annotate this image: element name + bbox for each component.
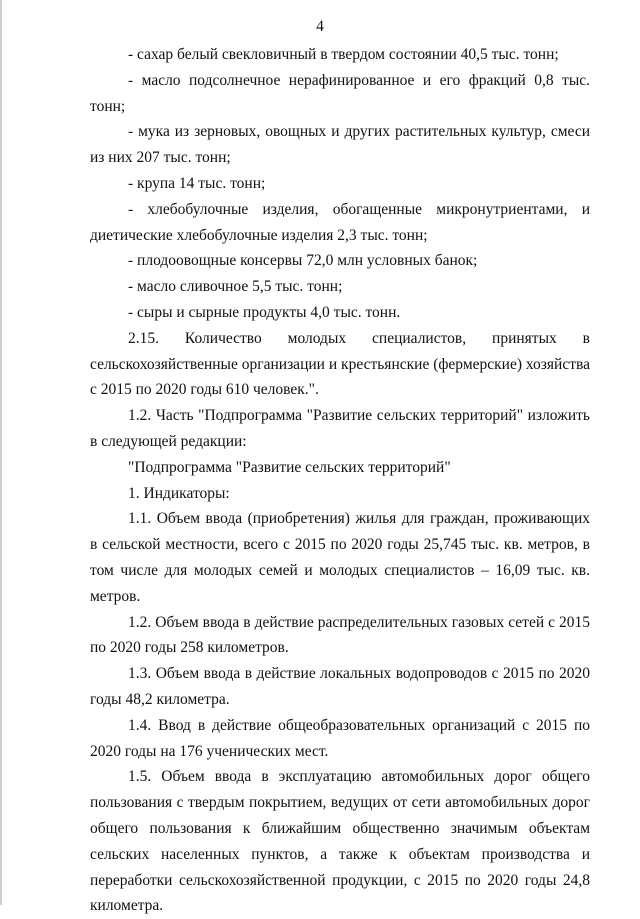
paragraph-2-15: 2.15. Количество молодых специалистов, принятых в сельскохозяйственные организации и крестьянские (фермерские) хозяйства с 2015 по 2020 годы 610 человек.". [90,329,590,399]
indicator-1-3: 1.3. Объем ввода в действие локальных водопроводов с 2015 по 2020 годы 48,2 километра. [90,665,590,708]
indicator-1-4: 1.4. Ввод в действие общеобразовательных организаций с 2015 по 2020 годы на 176 ученических мест. [90,716,590,760]
list-item-flour: - мука из зерновых, овощных и других растительных культур, смеси из них 207 тыс. тонн; [90,123,590,167]
document-body [90,42,590,919]
indicator-1-2: 1.2. Объем ввода в действие распределительных газовых сетей с 2015 по 2020 годы 258 километров. [90,613,590,657]
list-item-cheese: - сыры и сырные продукты 4,0 тыс. тонн. [128,303,401,321]
page-number: 4 [316,18,324,35]
list-item-sugar: - сахар белый свекловичный в твердом состоянии 40,5 тыс. тонн; [128,46,559,63]
indicators-heading: 1. Индикаторы: [128,484,230,502]
scan-edge [0,0,2,905]
indicator-1-1: 1.1. Объем ввода (приобретения) жилья для граждан, проживающих в сельской местности, всего с 2015 по 2020 годы 25,745 тыс. кв. метров, в том числе для молодых семей и молодых специалистов – 16,09 тыс. кв. метров. [90,510,590,605]
paragraph-1-2-amendment: 1.2. Часть "Подпрограмма "Развитие сельских территорий" изложить в следующей редакции: [90,407,590,450]
list-item-canned-goods: - плодоовощные консервы 72,0 млн условных банок; [128,252,478,270]
list-item-sunflower-oil: - масло подсолнечное нерафинированное и его фракций 0,8 тыс. тонн; [90,71,590,115]
list-item-groats: - крупа 14 тыс. тонн; [128,174,266,192]
list-item-butter: - масло сливочное 5,5 тыс. тонн; [128,278,343,296]
indicator-1-5: 1.5. Объем ввода в эксплуатацию автомобильных дорог общего пользования с твердым покрытием, ведущих от сети автомобильных дорог общего пользования к ближайшим общественно значимым объектам сельских населенных пунктов, а также к объектам производства и переработки сельскохозяйственной продукции, с 2015 по 2020 годы 24,8 километра. [90,768,590,915]
subprogram-heading: "Подпрограмма "Развитие сельских территорий" [128,458,451,476]
list-item-bakery: - хлебобулочные изделия, обогащенные микронутриентами, и диетические хлебобулочные изделия 2,3 тыс. тонн; [90,200,590,244]
